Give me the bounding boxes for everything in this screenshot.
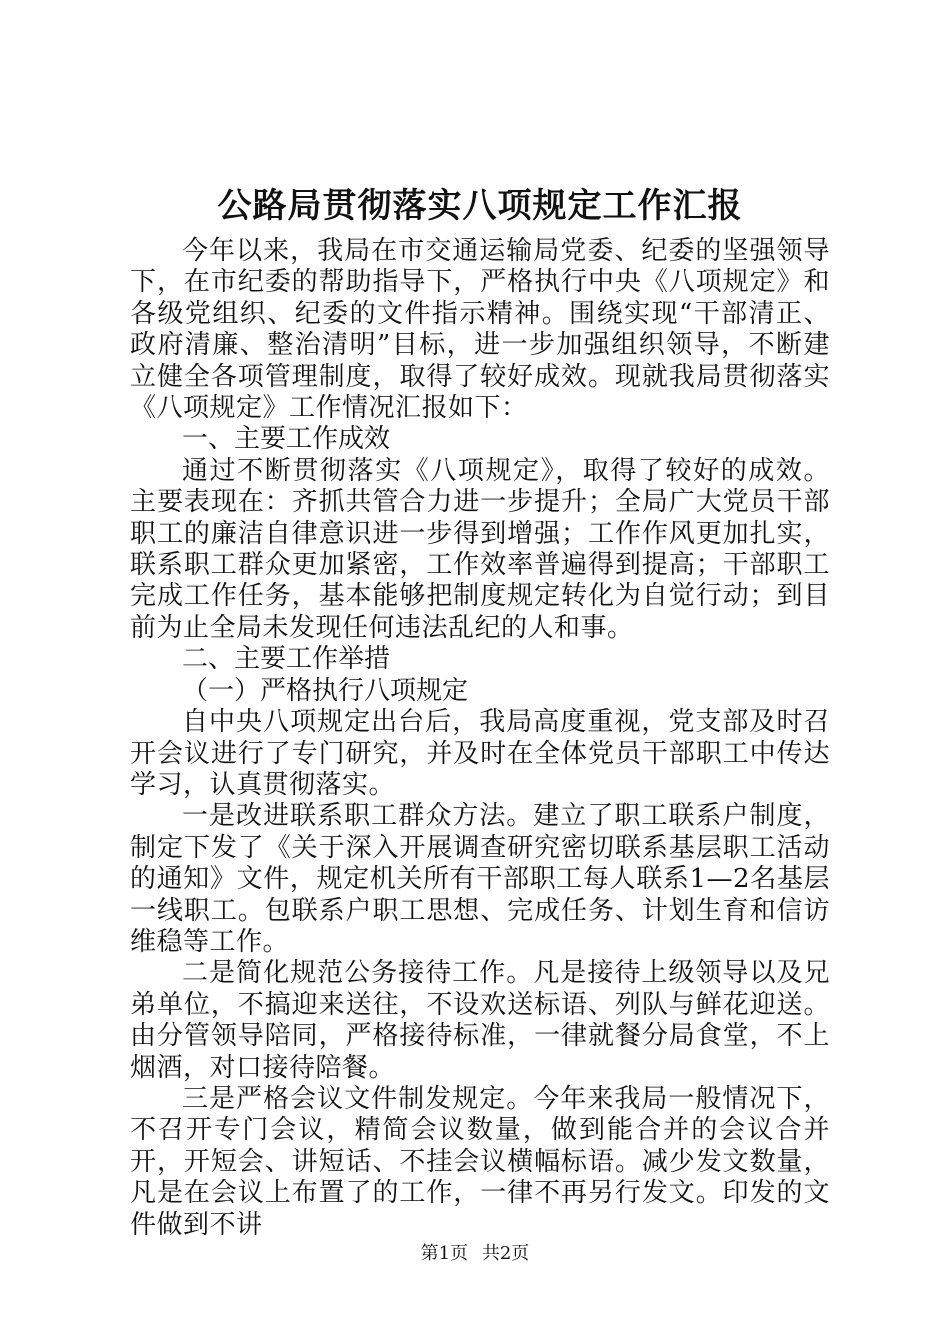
regulations-paragraph: 自中央八项规定出台后，我局高度重视，党支部及时召开会议进行了专门研究，并及时在全体党员干部职工中传达学习，认真贯彻落实。 bbox=[130, 707, 830, 800]
page-number-current: 第1页 bbox=[420, 1243, 469, 1264]
achievements-paragraph: 通过不断贯彻落实《八项规定》，取得了较好的成效。主要表现在：齐抓共管合力进一步提升；全局广大党员干部职工的廉洁自律意识进一步得到增强；工作作风更加扎实，联系职工群众更加紧密，工作效率普遍得到提高；干部职工完成工作任务，基本能够把制度规定转化为自觉行动；到目前为止全局未发现任何违法乱纪的人和事。 bbox=[130, 455, 830, 643]
document-body bbox=[130, 236, 830, 1241]
section-heading-achievements: 一、主要工作成效 bbox=[182, 424, 391, 455]
intro-paragraph: 今年以来，我局在市交通运输局党委、纪委的坚强领导下，在市纪委的帮助指导下，严格执行中央《八项规定》和各级党组织、纪委的文件指示精神。围绕实现“干部清正、政府清廉、整治清明”目标，进一步加强组织领导，不断建立健全各项管理制度，取得了较好成效。现就我局贯彻落实《八项规定》工作情况汇报如下： bbox=[130, 236, 830, 424]
page-footer bbox=[0, 1242, 950, 1266]
measure-one-paragraph: 一是改进联系职工群众方法。建立了职工联系户制度，制定下发了《关于深入开展调查研究密切联系基层职工活动的通知》文件，规定机关所有干部职工每人联系1—2名基层一线职工。包联系户职工思想、完成任务、计划生育和信访维稳等工作。 bbox=[130, 801, 830, 957]
measure-two-paragraph: 二是简化规范公务接待工作。凡是接待上级领导以及兄弟单位，不搞迎来送往，不设欢送标语、列队与鲜花迎送。由分管领导陪同，严格接待标准，一律就餐分局食堂，不上烟酒，对口接待陪餐。 bbox=[130, 958, 830, 1083]
page-number-total: 共2页 bbox=[481, 1243, 530, 1264]
section-heading-measures: 二、主要工作举措 bbox=[182, 644, 391, 675]
measure-three-paragraph: 三是严格会议文件制发规定。今年来我局一般情况下，不召开专门会议，精简会议数量，做到能合并的会议合并开，开短会、讲短话、不挂会议横幅标语。减少发文数量，凡是在会议上布置了的工作，一律不再另行发文。印发的文件做到不讲 bbox=[130, 1083, 830, 1240]
document-title: 公路局贯彻落实八项规定工作汇报 bbox=[217, 186, 743, 226]
subsection-heading-regulations: （一）严格执行八项规定 bbox=[182, 675, 469, 706]
